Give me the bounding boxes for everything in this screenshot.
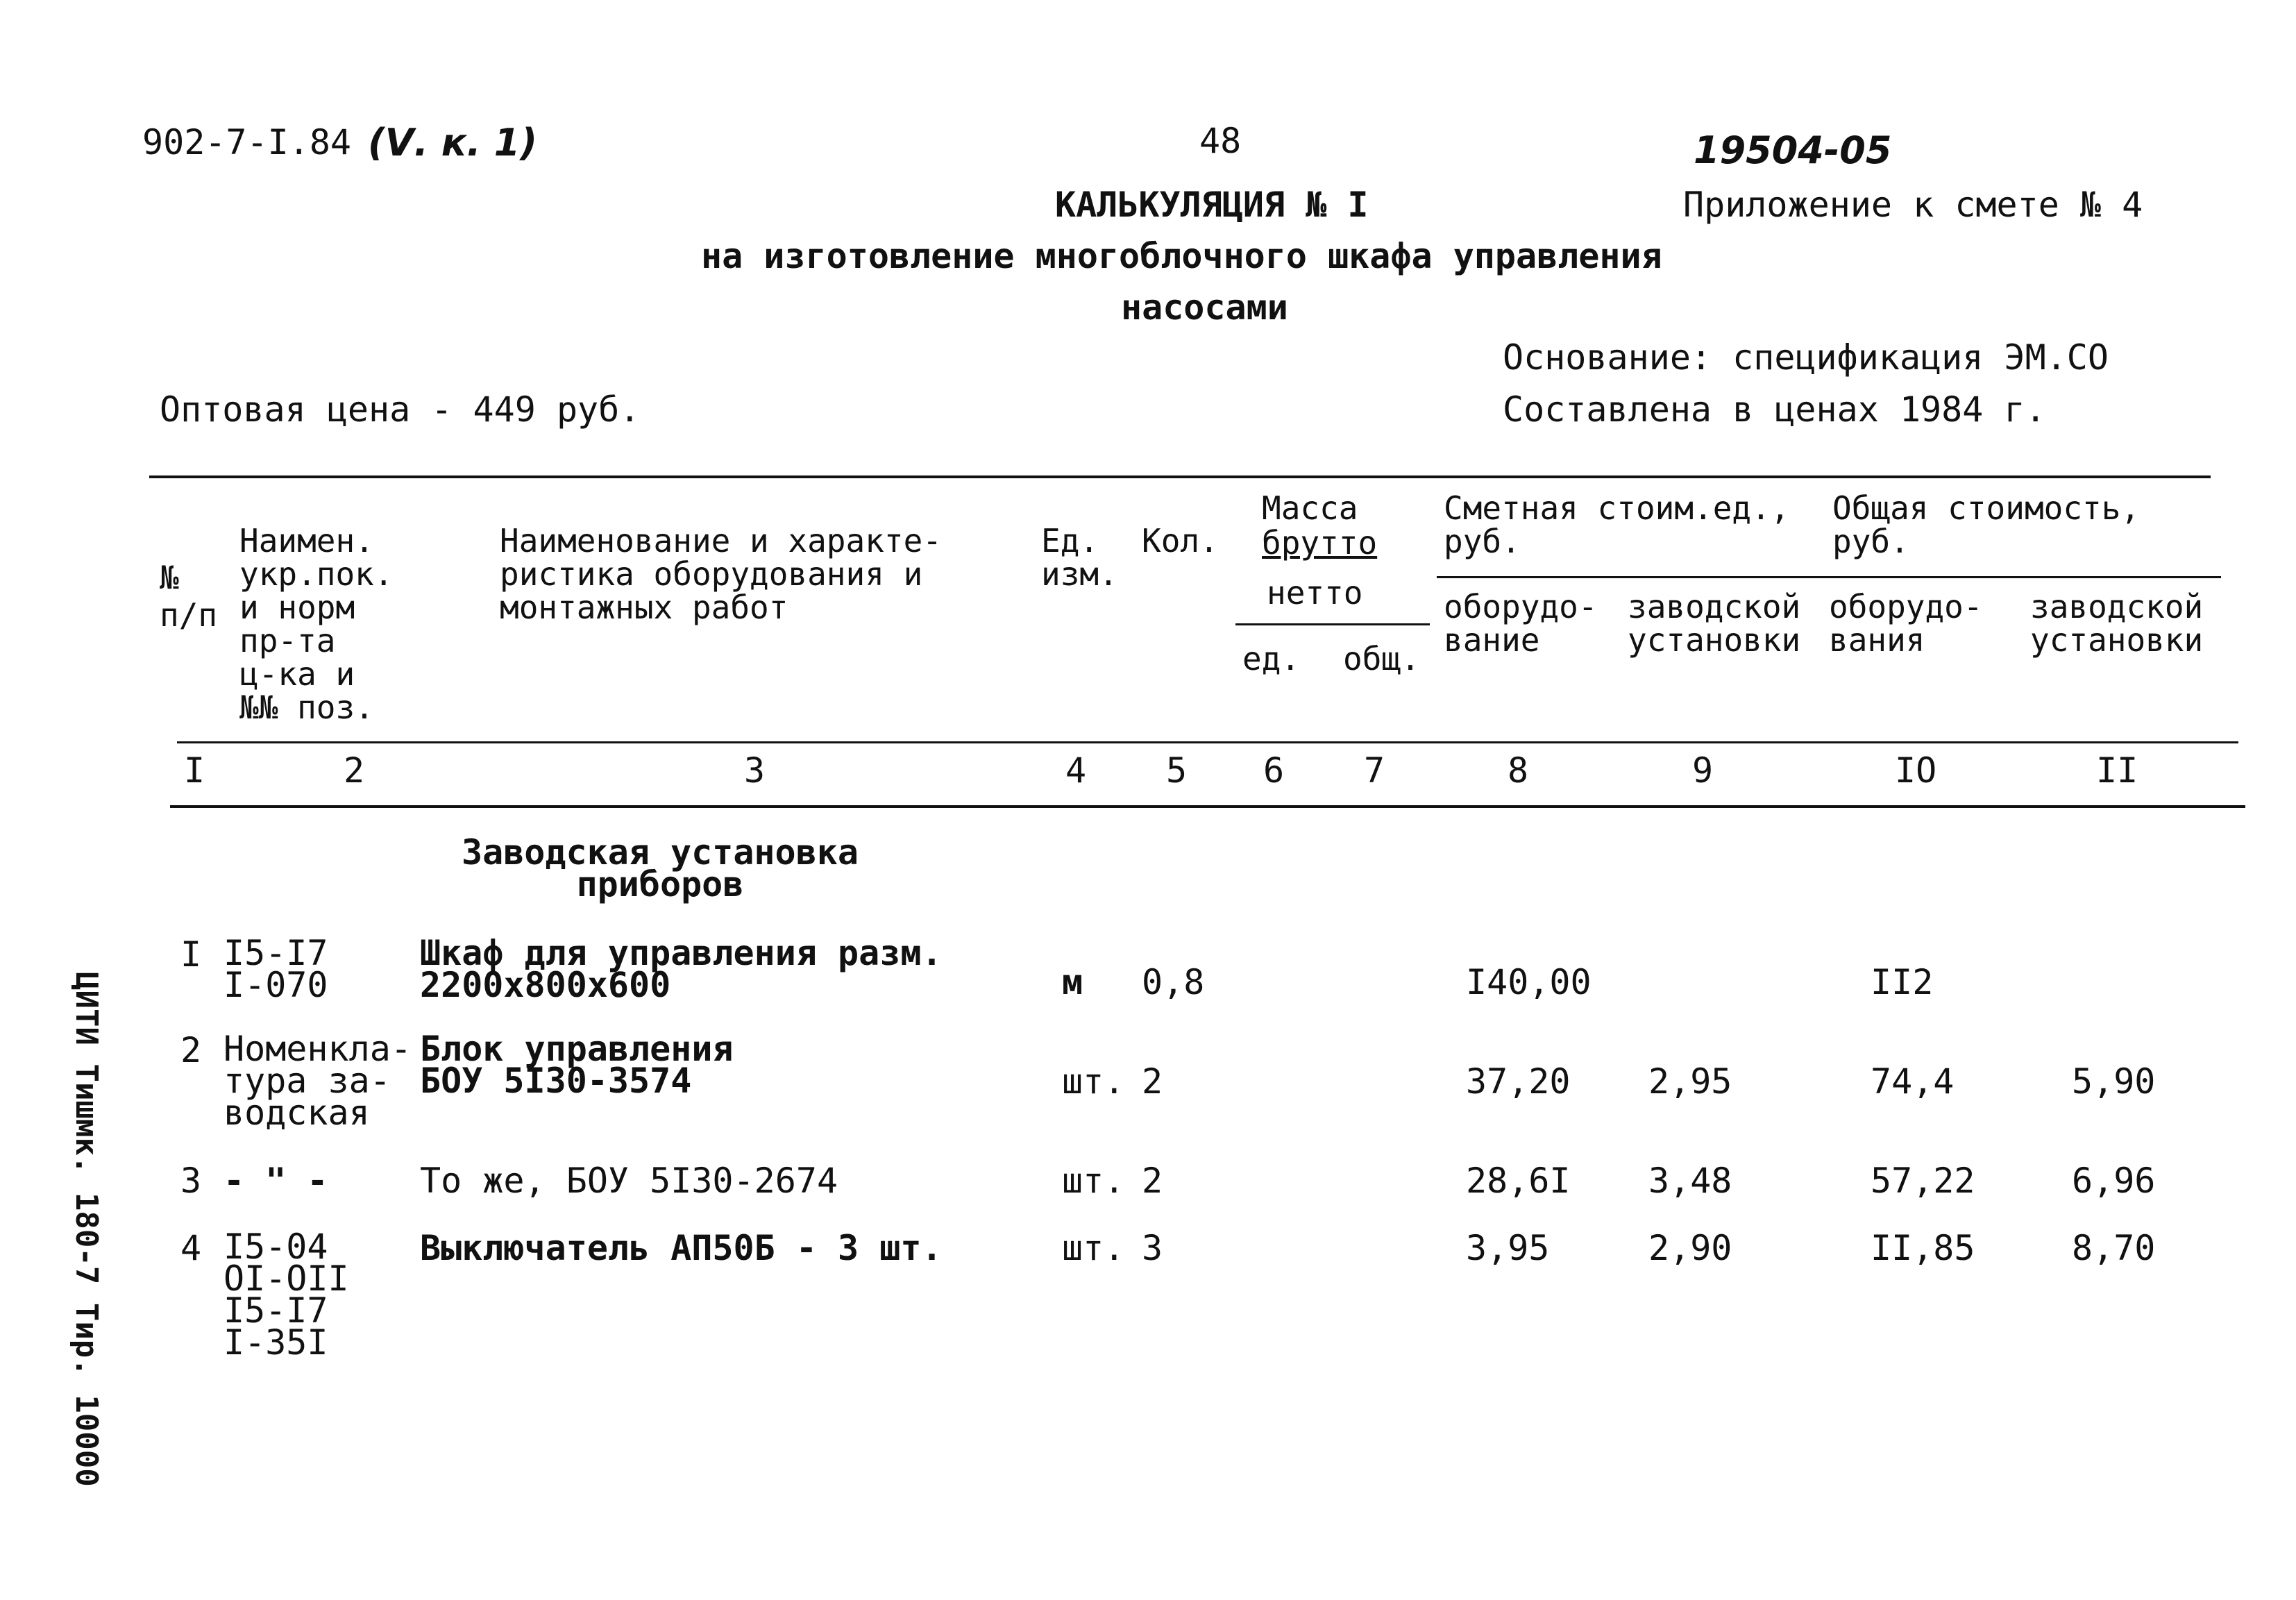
- row-total-equipment: 57,22: [1871, 1161, 1975, 1201]
- column-number: I: [184, 750, 205, 791]
- page-number: 48: [1199, 121, 1242, 161]
- document-title: КАЛЬКУЛЯЦИЯ № I: [1055, 185, 1369, 225]
- row-unit-equipment: I40,00: [1466, 962, 1592, 1002]
- row-code: Номенкла- тура за- водская: [223, 1029, 412, 1133]
- prices-year-note: Составлена в ценах 1984 г.: [1503, 389, 2046, 430]
- row-unit: шт.: [1062, 1161, 1125, 1201]
- cost-header-rule: [1437, 576, 2221, 578]
- basis-note: Основание: спецификация ЭМ.СО: [1503, 337, 2109, 378]
- row-qty: 2: [1142, 1061, 1163, 1102]
- row-total-equipment: II2: [1871, 962, 1934, 1002]
- row-total-equipment: 74,4: [1871, 1061, 1955, 1102]
- row-name: То же, БОУ 5I30-2674: [420, 1161, 838, 1201]
- row-unit-equipment: 3,95: [1466, 1228, 1550, 1268]
- header-col-mass-unit: ед.: [1242, 640, 1301, 677]
- row-code: I5-04 OI-OII I5-I7 I-35I: [223, 1227, 349, 1363]
- row-unit: шт.: [1062, 1228, 1125, 1268]
- mass-header-rule: [1235, 623, 1430, 625]
- row-qty: 3: [1142, 1228, 1163, 1268]
- column-number: 4: [1065, 750, 1087, 791]
- header-col-number: № п/п: [160, 559, 218, 634]
- header-col-mass-total: общ.: [1343, 640, 1420, 677]
- row-unit-installation: 3,48: [1648, 1161, 1732, 1201]
- document-code: 902-7-I.84: [142, 122, 352, 162]
- header-col-unit-equipment: оборудо- вание: [1444, 588, 1598, 659]
- column-number: 3: [744, 750, 766, 791]
- header-col-unit-installation: заводской установки: [1628, 588, 1801, 659]
- table-top-rule: [149, 475, 2211, 478]
- header-bottom-rule: [177, 741, 2238, 743]
- header-unit-cost: Сметная стоим.ед., руб.: [1444, 489, 1790, 560]
- side-stamp: ЦИТИ Тишмк. 180-7 Тир. 10000: [69, 972, 104, 1487]
- document-subtitle-line2: насосами: [1121, 287, 1288, 328]
- row-number: 2: [180, 1030, 202, 1070]
- header-col-name: Наименование и характе- ристика оборудования и монтажных работ: [500, 522, 942, 626]
- row-name: Шкаф для управления разм. 2200х800х600: [420, 933, 943, 1005]
- column-number: 8: [1508, 750, 1529, 791]
- column-number: II: [2096, 750, 2138, 791]
- header-col-unit: Ед. изм.: [1041, 522, 1118, 593]
- header-total-cost: Общая стоимость, руб.: [1832, 489, 2141, 560]
- inventory-number: 19504-05: [1694, 128, 1892, 172]
- row-number: 3: [180, 1161, 202, 1201]
- wholesale-price: Оптовая цена - 449 руб.: [160, 389, 641, 430]
- column-number: IO: [1895, 750, 1937, 791]
- row-name: Выключатель АП50Б - 3 шт.: [420, 1228, 943, 1268]
- column-number: 2: [344, 750, 365, 791]
- row-unit-equipment: 37,20: [1466, 1061, 1571, 1102]
- row-total-equipment: II,85: [1871, 1228, 1975, 1268]
- row-unit: м: [1062, 962, 1083, 1002]
- row-unit: шт.: [1062, 1061, 1125, 1102]
- column-numbers-rule: [170, 805, 2245, 808]
- row-unit-installation: 2,95: [1648, 1061, 1732, 1102]
- row-total-installation: 6,96: [2072, 1161, 2156, 1201]
- row-qty: 0,8: [1142, 962, 1205, 1002]
- header-mass-title: Масса: [1262, 489, 1358, 527]
- row-total-installation: 8,70: [2072, 1228, 2156, 1268]
- header-col-qty: Кол.: [1142, 522, 1219, 559]
- row-number: I: [180, 934, 202, 975]
- column-number: 9: [1692, 750, 1714, 791]
- row-number: 4: [180, 1228, 202, 1268]
- document-code-note: (Ⅴ. к. 1): [368, 121, 538, 165]
- header-col-total-equipment: оборудо- вания: [1829, 588, 1983, 659]
- section-title: Заводская установка приборов: [462, 832, 859, 904]
- header-col-code: Наимен. укр.пок. и норм пр-та ц-ка и №№ поз.: [239, 522, 394, 726]
- row-qty: 2: [1142, 1161, 1163, 1201]
- document-subtitle-line1: на изготовление многоблочного шкафа управления: [701, 236, 1662, 276]
- column-number: 5: [1166, 750, 1188, 791]
- appendix-note: Приложение к смете № 4: [1683, 185, 2143, 225]
- row-unit-equipment: 28,6I: [1466, 1161, 1571, 1201]
- row-unit-installation: 2,90: [1648, 1228, 1732, 1268]
- row-code: I5-I7 I-070: [223, 933, 328, 1005]
- header-mass-net: нетто: [1267, 574, 1363, 612]
- row-total-installation: 5,90: [2072, 1061, 2156, 1102]
- header-col-total-installation: заводской установки: [2030, 588, 2204, 659]
- column-number: 6: [1263, 750, 1285, 791]
- row-code: - " -: [223, 1161, 328, 1201]
- row-name: Блок управления БОУ 5I30-3574: [420, 1029, 734, 1101]
- header-mass-gross: брутто: [1262, 524, 1378, 562]
- column-number: 7: [1364, 750, 1385, 791]
